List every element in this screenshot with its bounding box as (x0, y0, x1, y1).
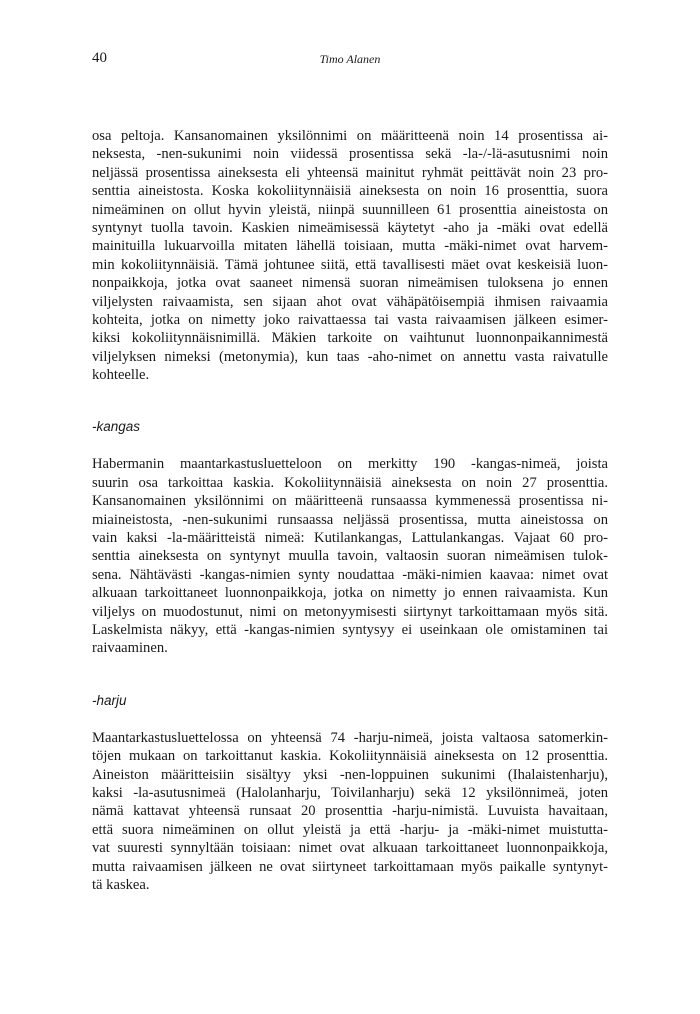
page-number: 40 (92, 50, 107, 66)
section-gap (92, 384, 608, 418)
heading-gap (92, 436, 608, 455)
text-line: että suora nimeäminen on ollut yleistä ja että -harju- ja -mäki-nimet muistutta- (92, 821, 608, 838)
text-line: alkuaan tarkoittaneet luonnonpaikkoja, jotka on nimetty jo ennen raivaamista. Kun (92, 585, 608, 602)
text-line: min kokoliitynnäisiä. Tämä johtunee siitä, että tavallisesti mäet ovat keskeisiä luon- (92, 256, 608, 273)
text-line: Habermanin maantarkastusluetteloon on merkitty 190 -kangas-nimeä, joista (92, 456, 608, 473)
text-line: raivaaminen. (92, 640, 168, 657)
text-line: kohteita, jotka on nimetty joko raivattaessa tai vasta raivaamisen jälkeen esimer- (92, 311, 608, 328)
paragraph (92, 127, 608, 384)
text-line: töjen mukaan on tarkoittanut kaskia. Kokoliitynnäisiä aineksesta on 12 prosenttia. (92, 748, 608, 765)
text-line: vat suuresti synnyltään toisiaan: nimet ovat alkuaan tarkoittaneet luonnonpaikkoja, (92, 840, 608, 857)
text-line: syntynyt tuolla tavoin. Kaskien nimeämisessä käytetyt -aho ja -mäki ovat edellä (92, 219, 608, 236)
running-head-author: Timo Alanen (319, 52, 381, 66)
paragraph (92, 455, 608, 657)
text-line: senttia aineistosta. Koska kokoliitynnäisiä aineksesta on noin 16 prosenttia, suora (92, 183, 608, 200)
text-line: neksesta, -nen-sukunimi noin viidessä prosentissa sekä -la-/-lä-asutusnimi noin (92, 146, 608, 163)
text-line: viljelyksen nimeksi (metonymia), kun taas -aho-nimet on annettu vasta raivatulle (92, 348, 608, 365)
paragraph (92, 729, 608, 895)
section-1 (92, 384, 608, 657)
section-heading: -harju (92, 692, 127, 708)
text-line: kohteelle. (92, 367, 150, 384)
section-gap (92, 658, 608, 692)
body-text (92, 127, 608, 894)
text-line: kaksi -la-asutusnimeä (Halolanharju, Toivilanharju) sekä 12 yksilönnimeä, joten (92, 784, 608, 801)
text-line: viljelysten raivaamista, sen sijaan ahot ovat vähäpätöisempiä ihmisen raivaamia (92, 293, 608, 310)
text-line: nimeäminen on ollut hyvin yleistä, niinpä suunnilleen 61 prosenttia aineistosta on (92, 201, 608, 218)
text-line: mutta raivaamisen jälkeen ne ovat siirtyneet tarkoittamaan myös paikalle syntynyt- (92, 858, 608, 875)
text-line: tä kaskea. (92, 876, 150, 893)
text-line: kiksi kokoliitynnäisnimillä. Mäkien tarkoite on vaihtunut luonnonpaikannimestä (92, 330, 608, 347)
text-line: viljelys on muodostunut, nimi on metonyymisesti siirtynyt tarkoittamaan myös sitä. (92, 603, 608, 620)
section-heading: -kangas (92, 419, 141, 435)
text-line: nämä kattavat yhteensä runsaat 20 prosenttia -harju-nimistä. Luvuista havaitaan, (92, 803, 608, 820)
running-header (92, 50, 608, 70)
text-line: miaineistosta, -nen-sukunimi runsaassa neljässä prosentissa, mutta aineistossa on (92, 511, 608, 528)
text-line: Laskelmista näkyy, että -kangas-nimien syntysyy ei useinkaan ole omistaminen tai (92, 621, 608, 638)
text-line: osa peltoja. Kansanomainen yksilönnimi on määritteenä noin 14 prosentissa ai- (92, 128, 608, 144)
text-line: Kansanomainen yksilönnimi on määritteenä runsaassa kymmenessä prosentissa ni- (92, 493, 608, 510)
text-line: neljässä prosentissa aineksesta eli yhteensä mainitut ryhmät peittävät noin 23 pro- (92, 164, 608, 181)
text-line: nonpaikkoja, jotka ovat saaneet nimensä suoran nimeämisen tuloksena jo ennen (92, 275, 608, 292)
text-line: senttia aineksesta on syntynyt muulla tavoin, valtaosin suoran nimeämisen tulok- (92, 548, 608, 565)
text-line: mainituilla lukuarvoilla mitaten lähellä toisiaan, mutta -mäki-nimet ovat harvem- (92, 238, 608, 255)
heading-gap (92, 710, 608, 729)
section-2 (92, 658, 608, 895)
text-line: Aineiston määritteisiin sisältyy yksi -nen-loppuinen sukunimi (Ihalaistenharju), (92, 766, 608, 783)
section-0 (92, 127, 608, 384)
text-line: Maantarkastusluettelossa on yhteensä 74 -harju-nimeä, joista valtaosa satomerkin- (92, 729, 608, 746)
text-line: sena. Nähtävästi -kangas-nimien synty noudattaa -mäki-nimien kaavaa: nimet ovat (92, 566, 608, 583)
text-line: suurin osa tarkoittaa kaskia. Kokoliitynnäisiä aineksesta on noin 27 prosenttia. (92, 474, 608, 491)
text-line: vain kaksi -la-määritteistä nimeä: Kutilankangas, Lattulankangas. Vajaat 60 pro- (92, 530, 608, 547)
